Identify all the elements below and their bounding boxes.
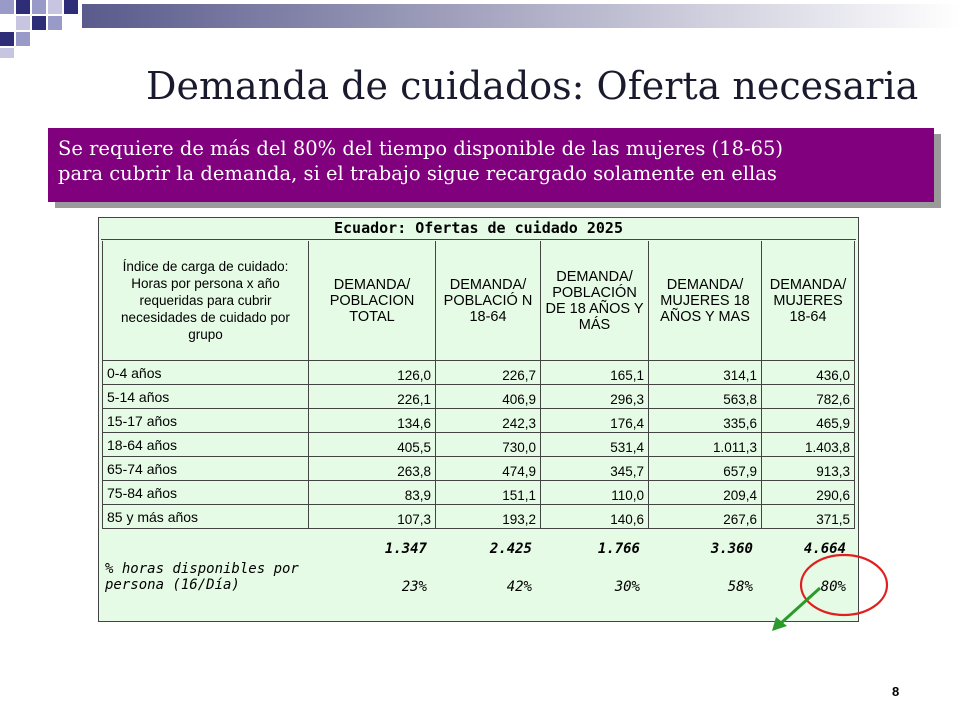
table-cell: 193,2 bbox=[436, 505, 541, 529]
decorative-header-pattern bbox=[0, 0, 960, 32]
decorative-corner-squares bbox=[0, 32, 48, 60]
header-demand-total-population: DEMANDA/ POBLACION TOTAL bbox=[309, 241, 436, 361]
header-demand-women-18-64: DEMANDA/ MUJERES 18-64 bbox=[762, 241, 855, 361]
table-cell: 405,5 bbox=[309, 433, 436, 457]
table-cell: 657,9 bbox=[649, 457, 762, 481]
percentage-value: 80% bbox=[820, 579, 846, 595]
total-value: 1.766 bbox=[597, 541, 640, 557]
header-demand-population-18-64: DEMANDA/ POBLACIÓ N 18-64 bbox=[436, 241, 541, 361]
table-cell: 226,1 bbox=[309, 385, 436, 409]
table-cell: 730,0 bbox=[436, 433, 541, 457]
row-label: 75-84 años bbox=[102, 481, 309, 505]
total-value: 3.360 bbox=[710, 541, 753, 557]
available-hours-label-line-2: persona (16/Día) bbox=[105, 577, 240, 593]
table-title: Ecuador: Ofertas de cuidado 2025 bbox=[101, 219, 856, 240]
table-cell: 474,9 bbox=[436, 457, 541, 481]
row-label: 5-14 años bbox=[102, 385, 309, 409]
table-cell: 531,4 bbox=[541, 433, 649, 457]
page-title: Demanda de cuidados: Oferta necesaria bbox=[146, 64, 919, 108]
percentage-value: 23% bbox=[401, 579, 427, 595]
table-cell: 314,1 bbox=[649, 361, 762, 385]
percentage-value: 30% bbox=[614, 579, 640, 595]
table-cell: 176,4 bbox=[541, 409, 649, 433]
row-label: 18-64 años bbox=[102, 433, 309, 457]
table-cell: 406,9 bbox=[436, 385, 541, 409]
table-grid bbox=[102, 241, 855, 549]
table-cell: 151,1 bbox=[436, 481, 541, 505]
percentage-value: 58% bbox=[727, 579, 753, 595]
table-cell: 83,9 bbox=[309, 481, 436, 505]
total-value: 2.425 bbox=[489, 541, 532, 557]
table-cell: 436,0 bbox=[762, 361, 855, 385]
table-cell: 209,4 bbox=[649, 481, 762, 505]
table-cell: 107,3 bbox=[309, 505, 436, 529]
care-supply-table bbox=[98, 217, 859, 622]
table-cell: 1.403,8 bbox=[762, 433, 855, 457]
table-cell: 913,3 bbox=[762, 457, 855, 481]
total-value: 4.664 bbox=[803, 541, 846, 557]
table-cell: 226,7 bbox=[436, 361, 541, 385]
header-demand-women-18-plus: DEMANDA/ MUJERES 18 AÑOS Y MAS bbox=[649, 241, 762, 361]
available-hours-label bbox=[105, 561, 325, 593]
percentage-value: 42% bbox=[506, 579, 532, 595]
table-cell: 296,3 bbox=[541, 385, 649, 409]
table-cell: 371,5 bbox=[762, 505, 855, 529]
row-label: 0-4 años bbox=[102, 361, 309, 385]
table-cell: 335,6 bbox=[649, 409, 762, 433]
banner-line-1: Se requiere de más del 80% del tiempo disponible de las mujeres (18-65) bbox=[58, 137, 783, 160]
table-cell: 345,7 bbox=[541, 457, 649, 481]
available-hours-label-line-1: % horas disponibles por bbox=[105, 561, 299, 577]
table-cell: 126,0 bbox=[309, 361, 436, 385]
table-cell: 140,6 bbox=[541, 505, 649, 529]
row-label: 85 y más años bbox=[102, 505, 309, 529]
table-cell: 1.011,3 bbox=[649, 433, 762, 457]
header-care-index: Índice de carga de cuidado: Horas por persona x año requeridas para cubrir necesidades de cuidado por grupo bbox=[102, 241, 309, 361]
highlight-circle bbox=[801, 555, 887, 615]
table-cell: 465,9 bbox=[762, 409, 855, 433]
summary-banner bbox=[48, 128, 934, 202]
page-number: 8 bbox=[892, 684, 900, 699]
table-cell: 290,6 bbox=[762, 481, 855, 505]
table-cell: 165,1 bbox=[541, 361, 649, 385]
table-cell: 267,6 bbox=[649, 505, 762, 529]
table-cell: 110,0 bbox=[541, 481, 649, 505]
highlight-annotation bbox=[760, 550, 900, 640]
table-cell: 782,6 bbox=[762, 385, 855, 409]
row-label: 65-74 años bbox=[102, 457, 309, 481]
total-value: 1.347 bbox=[384, 541, 427, 557]
row-label: 15-17 años bbox=[102, 409, 309, 433]
banner-line-2: para cubrir la demanda, si el trabajo sigue recargado solamente en ellas bbox=[58, 162, 777, 185]
table-cell: 563,8 bbox=[649, 385, 762, 409]
table-cell: 134,6 bbox=[309, 409, 436, 433]
header-demand-population-18-plus: DEMANDA/ POBLACIÓN DE 18 AÑOS Y MÁS bbox=[541, 241, 649, 361]
table-cell: 263,8 bbox=[309, 457, 436, 481]
table-cell: 242,3 bbox=[436, 409, 541, 433]
